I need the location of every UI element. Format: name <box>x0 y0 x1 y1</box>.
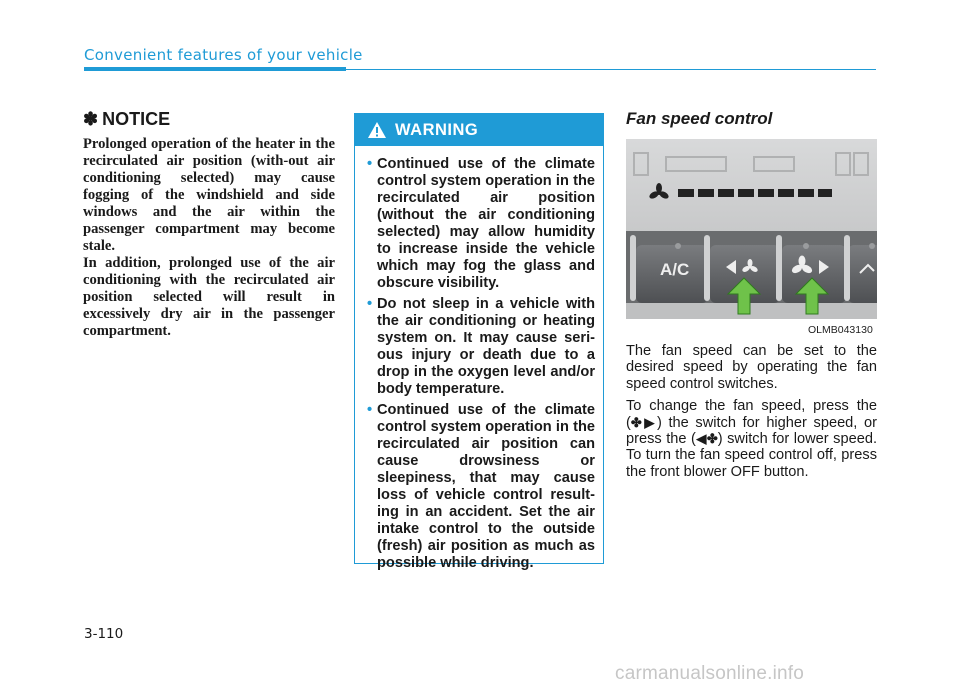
fan-speed-description <box>626 343 877 486</box>
notice-paragraph-2: In addition, prolonged use of the air conditioning with the recirculated air position selected will result in excessively dry air in the passenger compartment. <box>83 255 335 339</box>
fan-paragraph-2: To change the fan speed, press the (✤▶) the switch for higher speed, or press the (◀✤) switch for lower speed. To turn the fan speed control off, press the front blower OFF button. <box>626 398 877 480</box>
notice-heading <box>83 109 335 130</box>
bullet-icon: • <box>367 156 373 172</box>
warning-item: • Do not sleep in a vehicle with the air conditioning or heating system on. It may cause seri-ous injury or death due to a drop in the oxygen level and/or body temperature. <box>367 296 595 397</box>
warning-box <box>354 113 604 571</box>
fan-up-symbol-icon: ✤▶ <box>630 414 657 430</box>
warning-triangle-icon <box>367 121 387 139</box>
notice-paragraph-1: Prolonged operation of the heater in the recirculated air position (with-out air conditioning selected) may cause fogging of the windshield and side windows and the air within the passenger compartment may become stale. <box>83 136 335 254</box>
fan-paragraph-1: The fan speed can be set to the desired speed by operating the fan speed control switches. <box>626 343 877 392</box>
fan-control-illustration <box>626 139 877 319</box>
notice-title: NOTICE <box>102 109 171 129</box>
fan-speed-heading: Fan speed control <box>626 109 773 128</box>
warning-item: • Continued use of the climate control system operation in the recirculated air position (without the air conditioning selected) may allow humidity to increase inside the vehicle which may fog the glass and obscure visibility. <box>367 156 595 291</box>
fan-control-figure <box>626 139 877 319</box>
ac-button-label: A/C <box>660 260 690 279</box>
warning-header <box>355 114 603 146</box>
section-header-title: Convenient features of your vehicle <box>84 46 363 64</box>
header-rule-thin <box>346 69 876 70</box>
next-button <box>848 245 877 303</box>
watermark: carmanualsonline.info <box>615 663 805 684</box>
page-number: 3-110 <box>84 626 124 642</box>
notice-star-icon: ✽ <box>83 109 99 129</box>
warning-item: • Continued use of the climate control system operation in the recirculated air position can cause drowsiness or sleepiness, that may cause loss of vehicle control result-ing in an accident. Set the air intake control to the outside (fresh) air position as much as possible while driving. <box>367 402 595 571</box>
header-rule-thick <box>84 67 346 71</box>
warning-title: WARNING <box>395 120 479 139</box>
bullet-icon: • <box>367 296 373 312</box>
fan-down-symbol-icon: ◀✤ <box>695 431 718 447</box>
figure-code: OLMB043130 <box>808 324 873 336</box>
bullet-icon: • <box>367 402 373 418</box>
notice-section <box>83 109 335 340</box>
warning-list <box>355 146 603 572</box>
